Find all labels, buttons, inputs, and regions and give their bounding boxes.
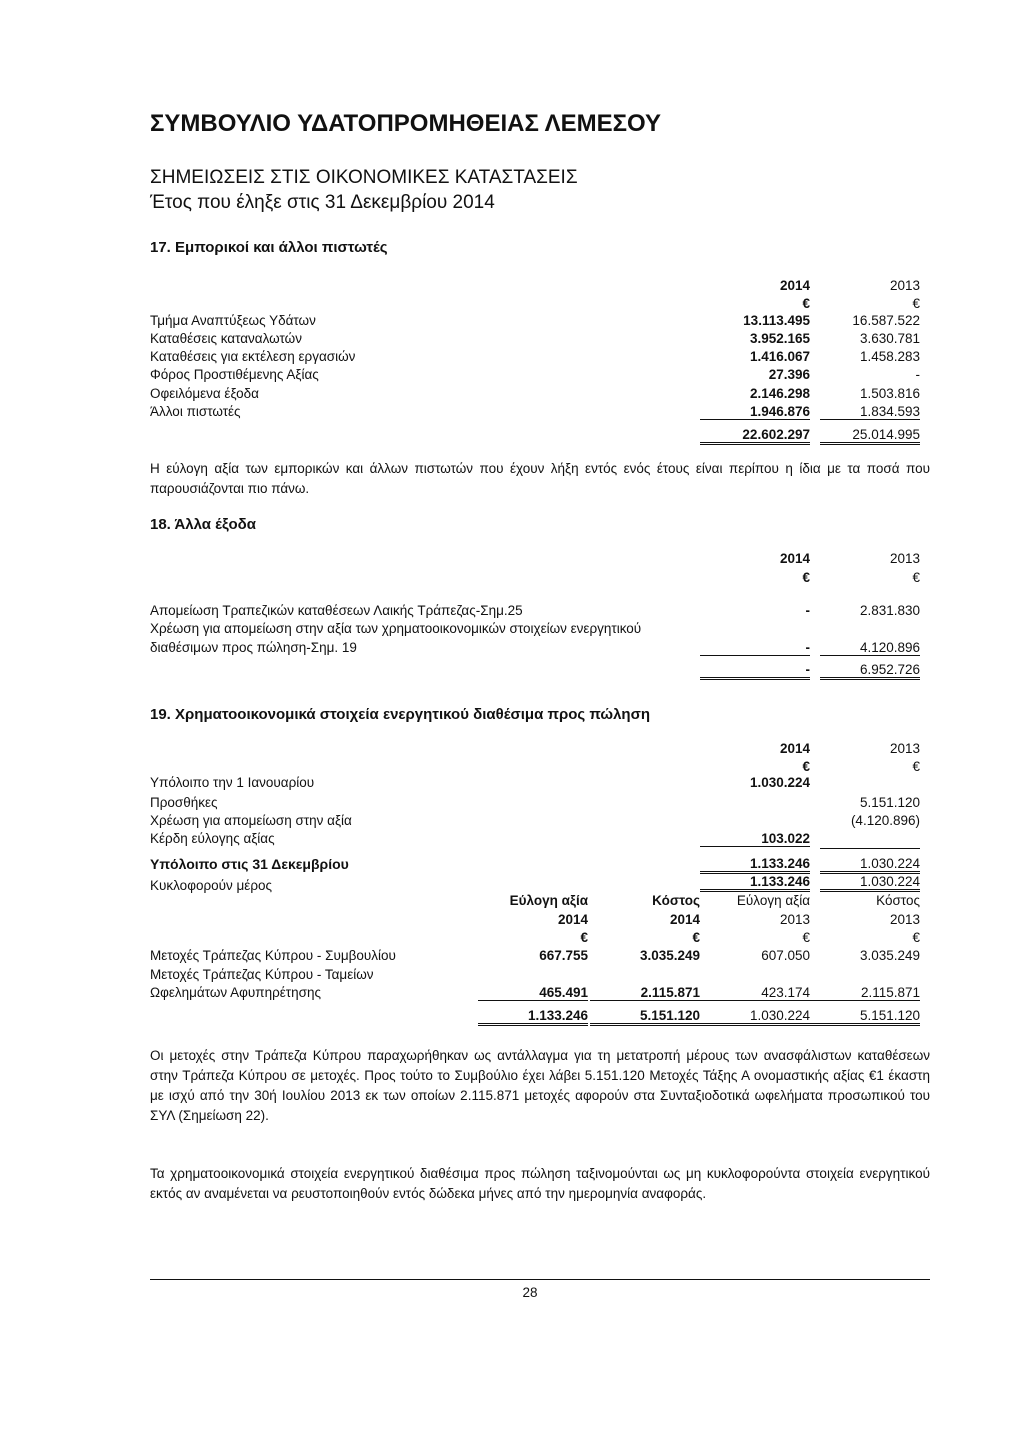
note-19-paragraph-2: Τα χρηματοοικονομικά στοιχεία ενεργητικού διαθέσιμα προς πώληση ταξινομούνται ως μη κυκλοφορούντα στοιχεία ενεργητικού εκτός αν αναμένεται να ρευστοποιηθούν εντός δώδεκα μήνες από την ημερομηνία αναφοράς.	[150, 1166, 930, 1201]
total-cell: 5.151.120	[590, 1008, 700, 1026]
footer-rule	[150, 1279, 930, 1280]
table-cell: 3.035.249	[639, 948, 700, 963]
impairment-2013: (4.120.896)	[850, 813, 920, 828]
n17-col-2014: 2014	[779, 278, 810, 293]
table-cell-2014: 3.952.165	[749, 331, 810, 346]
table-cell: 465.491	[478, 985, 588, 1001]
shares-funds-label-cont: Ωφελημάτων Αφυπηρέτησης	[150, 985, 321, 1000]
n18-row1-label: Απομείωση Τραπεζικών καταθέσεων Λαικής Τράπεζας-Σημ.25	[150, 603, 523, 618]
n19-cur-2013: €	[912, 759, 920, 774]
total-cell: 5.151.120	[810, 1008, 920, 1026]
col-header: Εύλογη αξία	[736, 893, 810, 908]
table-cell-2014: 2.146.298	[749, 386, 810, 401]
table-row-label: Τμήμα Αναπτύξεως Υδάτων	[150, 313, 316, 328]
current-portion-label: Κυκλοφορούν μέρος	[150, 878, 273, 893]
shares-funds-label: Μετοχές Τράπεζας Κύπρου - Ταμείων	[150, 967, 374, 982]
note-19-paragraph-1: Οι μετοχές στην Τράπεζα Κύπρου παραχωρήθηκαν ως αντάλλαγμα για τη μετατροπή μέρους των ανασφάλιστων καταθέσεων στην Τράπεζα Κύπρου σε μετοχές. Προς τούτο το Συμβούλιο έχει λάβει 5.151.120 Μετοχές Τάξης Α ονομαστικής αξίας €1 έκαστη με ισχύ από την 30ή Ιουλίου 2013 εκ των οποίων 2.115.871 μετοχές αφορούν στα Συνταξιοδοτικά ωφελήματα προσωπικού του ΣΥΛ (Σημείωση 22).	[150, 1048, 930, 1123]
col-header: Εύλογη αξία	[509, 893, 588, 908]
notes-title: ΣΗΜΕΙΩΣΕΙΣ ΣΤΙΣ ΟΙΚΟΝΟΜΙΚΕΣ ΚΑΤΑΣΤΑΣΕΙΣ	[150, 167, 578, 188]
note-17-paragraph: Η εύλογη αξία των εμπορικών και άλλων πιστωτών που έχουν λήξη εντός ενός έτους είναι περίπου η ίδια με τα ποσά που παρουσιάζονται πιο πάνω.	[150, 461, 930, 496]
n18-col-2014: 2014	[779, 551, 810, 566]
page-number: 28	[522, 1285, 538, 1300]
shares-council-label: Μετοχές Τράπεζας Κύπρου - Συμβουλίου	[150, 948, 396, 963]
opening-balance-label: Υπόλοιπο την 1 Ιανουαρίου	[150, 775, 315, 790]
n17-cur-2013: €	[912, 296, 920, 311]
table-cell-2014: 13.113.495	[743, 313, 810, 328]
closing-balance-label: Υπόλοιπο στις 31 Δεκεμβρίου	[150, 856, 349, 872]
table-cell: 2.115.871	[590, 985, 700, 1001]
col-currency: €	[580, 930, 588, 945]
table-cell-2013: 16.587.522	[852, 313, 920, 328]
col-header: Κόστος	[876, 893, 920, 908]
n19-col-2014: 2014	[779, 741, 810, 756]
n18-col-2013: 2013	[889, 551, 920, 566]
table-cell-2014: 1.946.876	[700, 404, 810, 420]
note-19-heading: 19. Χρηματοοικονομικά στοιχεία ενεργητικού διαθέσιμα προς πώληση	[150, 706, 651, 723]
col-currency: €	[692, 930, 700, 945]
n18-row2-label: Χρέωση για απομείωση στην αξία των χρηματοοικονομικών στοιχείων ενεργητικού	[150, 621, 642, 636]
current-portion-2014: 1.133.246	[700, 874, 810, 892]
note-17-heading: 17. Εμπορικοί και άλλοι πιστωτές	[150, 239, 388, 256]
table-cell: 3.035.249	[859, 948, 920, 963]
col-year: 2013	[889, 912, 920, 927]
col-year: 2014	[669, 912, 700, 927]
n18-total-2014: -	[700, 662, 810, 680]
n18-row2-2014: -	[700, 640, 810, 656]
col-currency: €	[912, 930, 920, 945]
n18-cur-2013: €	[912, 570, 920, 585]
n19-cur-2014: €	[802, 759, 810, 774]
closing-balance-2013: 1.030.224	[820, 856, 920, 874]
fair-value-gains-label: Κέρδη εύλογης αξίας	[150, 831, 275, 846]
col-currency: €	[802, 930, 810, 945]
n18-row2-label-cont: διαθέσιμων προς πώληση-Σημ. 19	[150, 640, 357, 655]
period-subtitle: Έτος που έληξε στις 31 Δεκεμβρίου 2014	[150, 192, 495, 213]
n18-row2-2013: 4.120.896	[820, 640, 920, 656]
table-row-label: Οφειλόμενα έξοδα	[150, 386, 259, 401]
table-cell-2014: 27.396	[768, 367, 810, 382]
additions-label: Προσθήκες	[150, 795, 218, 810]
table-cell-2013: -	[915, 367, 920, 382]
n18-row1-2014: -	[805, 603, 810, 618]
table-row-label: Φόρος Προστιθέμενης Αξίας	[150, 367, 319, 382]
table-row-label: Καταθέσεις για εκτέλεση εργασιών	[150, 349, 356, 364]
table-cell: 2.115.871	[810, 985, 920, 1001]
table-row-label: Άλλοι πιστωτές	[150, 404, 241, 419]
current-portion-2013: 1.030.224	[820, 874, 920, 892]
closing-balance-2014: 1.133.246	[700, 856, 810, 874]
table-cell-2013: 3.630.781	[859, 331, 920, 346]
col-year: 2013	[779, 912, 810, 927]
n17-col-2013: 2013	[889, 278, 920, 293]
table-cell-2014: 1.416.067	[749, 349, 810, 364]
table-cell-2013: 1.834.593	[820, 404, 920, 420]
n18-cur-2014: €	[802, 570, 810, 585]
n17-cur-2014: €	[802, 296, 810, 311]
table-cell: 607.050	[761, 948, 810, 963]
col-header: Κόστος	[652, 893, 700, 908]
n18-total-2013: 6.952.726	[820, 662, 920, 680]
additions-2013: 5.151.120	[859, 795, 920, 810]
table-cell: 667.755	[539, 948, 588, 963]
opening-balance-2014: 1.030.224	[749, 775, 810, 790]
n18-row1-2013: 2.831.830	[859, 603, 920, 618]
total-2013: 25.014.995	[820, 427, 920, 445]
document-title: ΣΥΜΒΟΥΛΙΟ ΥΔΑΤΟΠΡΟΜΗΘΕΙΑΣ ΛΕΜΕΣΟΥ	[150, 110, 662, 137]
table-cell-2013: 1.503.816	[859, 386, 920, 401]
impairment-label: Χρέωση για απομείωση στην αξία	[150, 813, 352, 828]
table-cell-2013: 1.458.283	[859, 349, 920, 364]
fair-value-gains-2014: 103.022	[700, 831, 810, 847]
total-cell: 1.030.224	[700, 1008, 810, 1026]
table-row-label: Καταθέσεις καταναλωτών	[150, 331, 302, 346]
total-2014: 22.602.297	[700, 427, 810, 445]
col-year: 2014	[557, 912, 588, 927]
total-cell: 1.133.246	[478, 1008, 588, 1026]
note-18-heading: 18. Άλλα έξοδα	[150, 516, 256, 533]
underline	[820, 848, 920, 849]
table-cell: 423.174	[700, 985, 810, 1001]
n19-col-2013: 2013	[889, 741, 920, 756]
